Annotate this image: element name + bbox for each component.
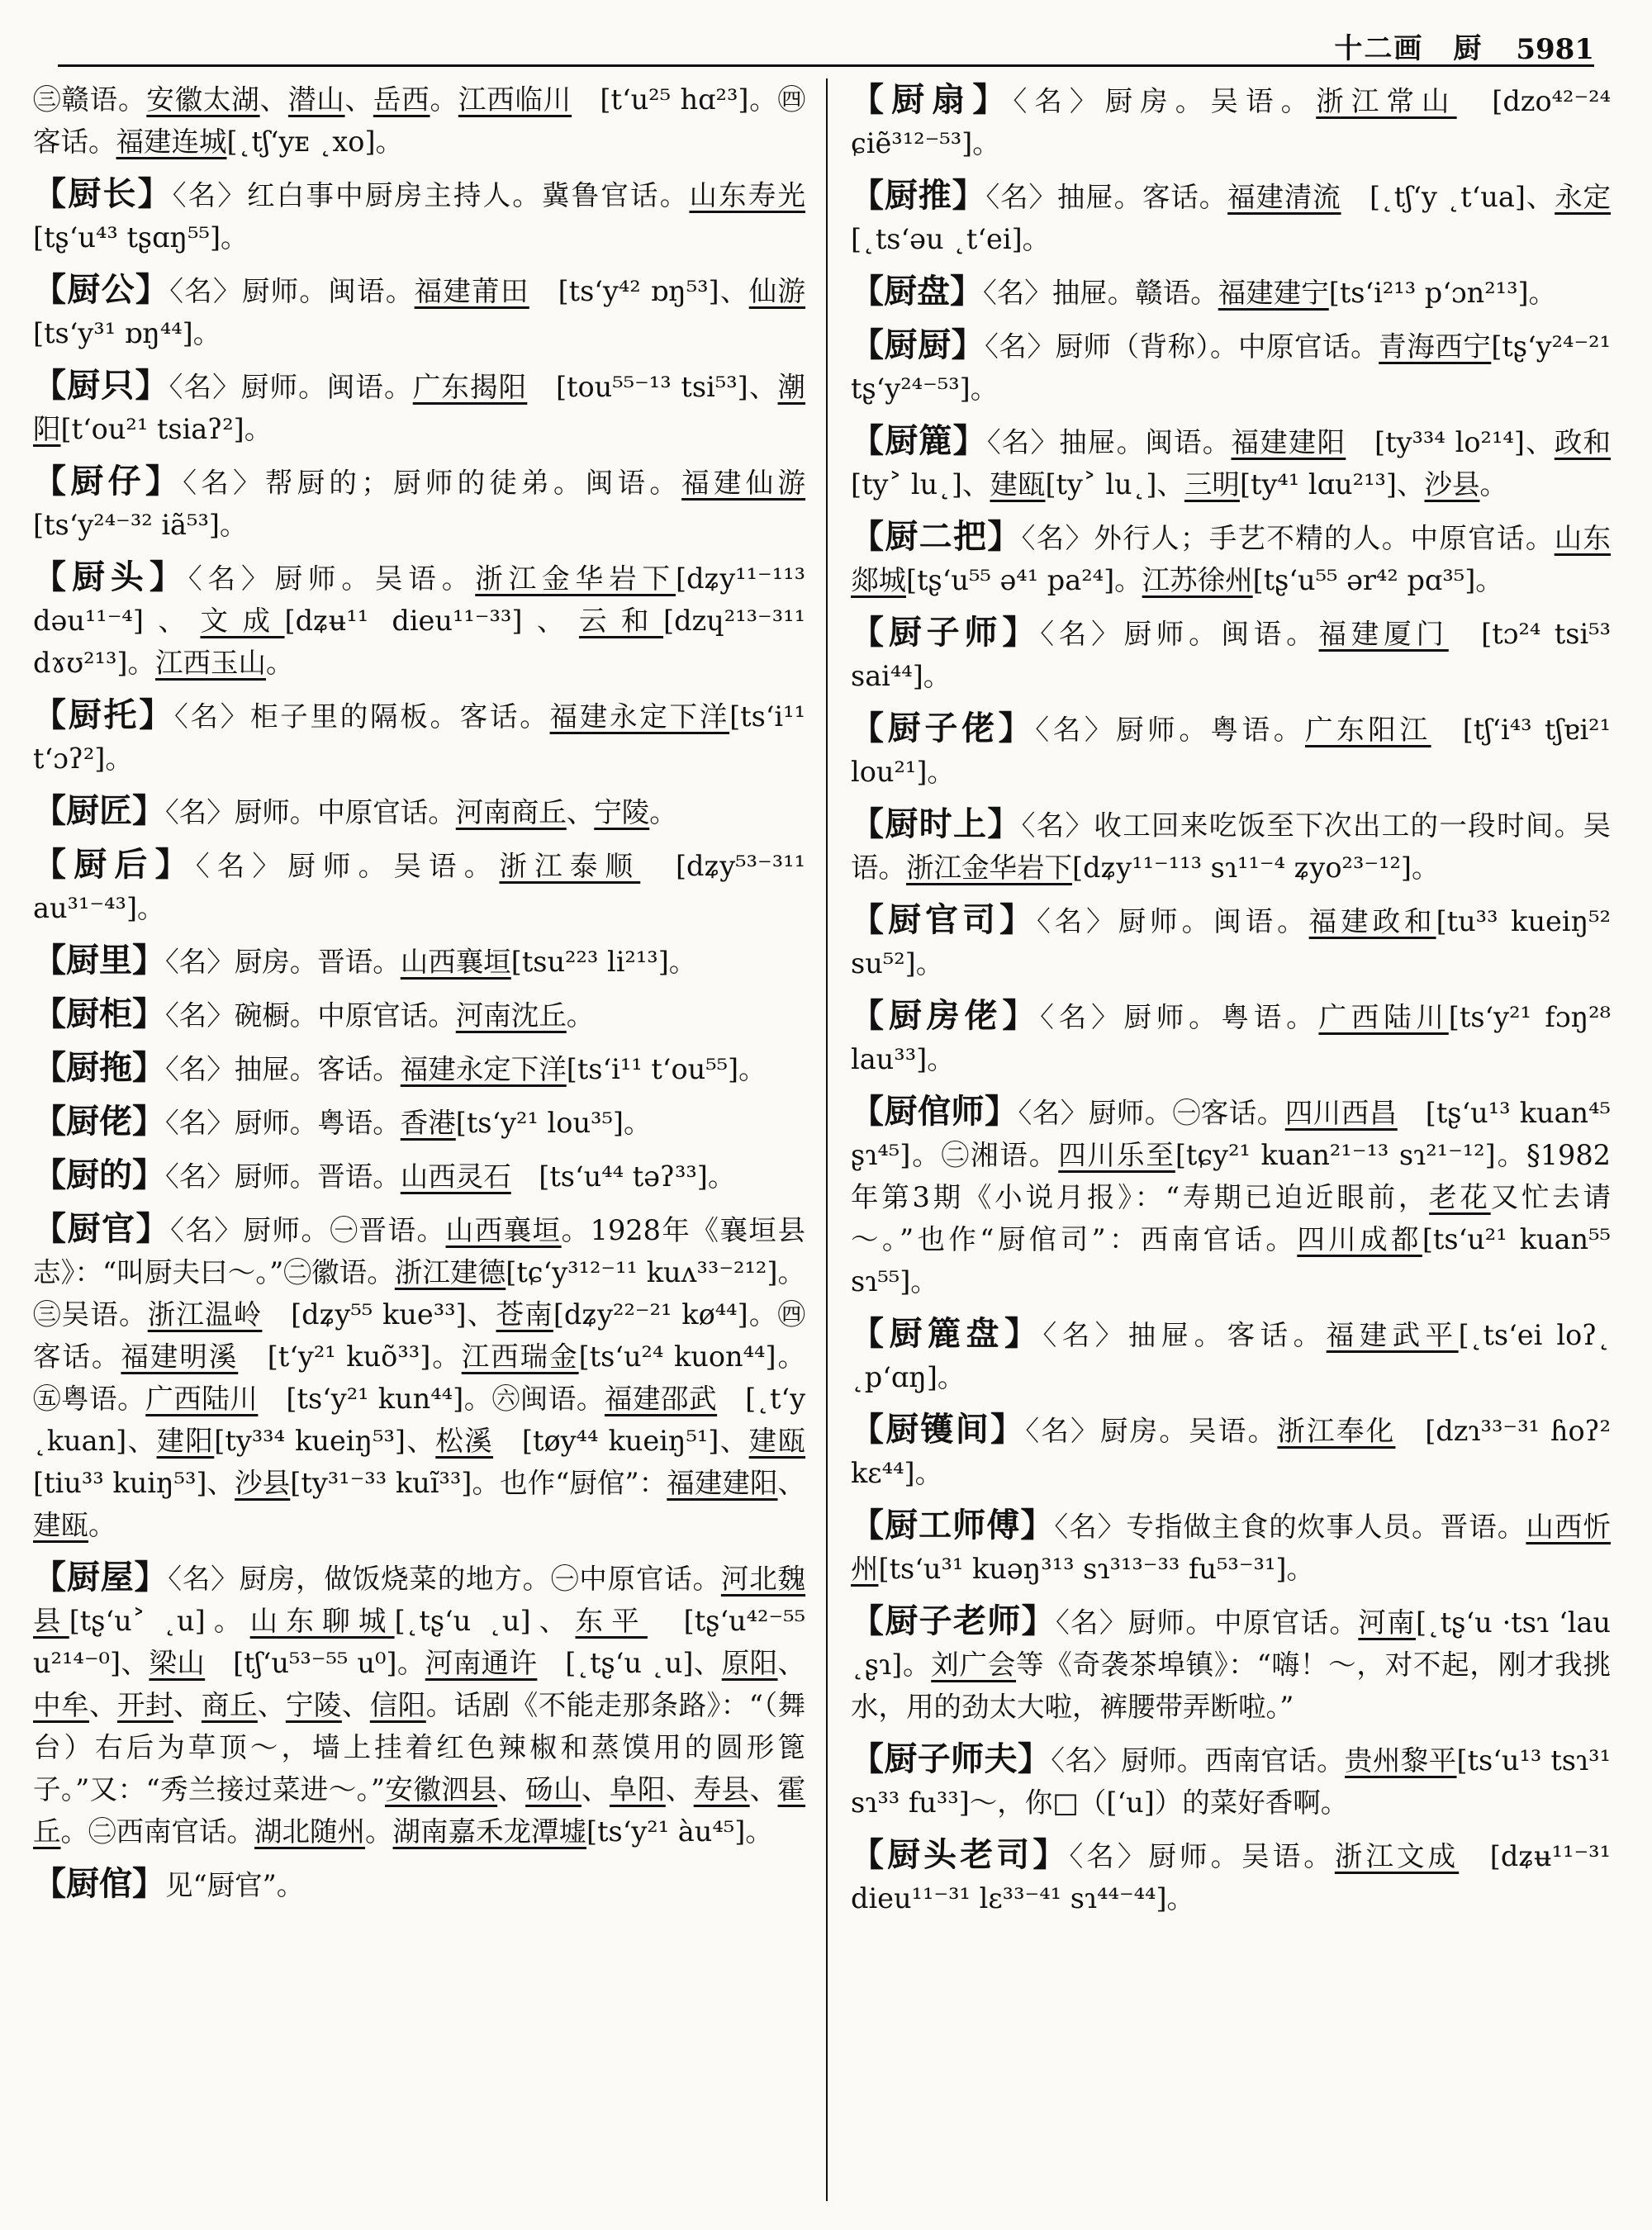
entry-text: [dʑy⁵³⁻³¹¹ au³¹⁻⁴³]。 xyxy=(33,850,806,924)
place-name: 山东郯城 xyxy=(851,522,1612,596)
entry-headword: 【厨簏】 xyxy=(851,421,987,460)
entry-text: 〈名〉厨师。中原官话。 xyxy=(1055,1606,1359,1639)
entry-text: 〈名〉抽屉。客话。 xyxy=(1042,1319,1327,1351)
dictionary-entry xyxy=(851,78,1611,164)
place-name: 苍南 xyxy=(496,1298,553,1331)
entry-text: 等《奇袭茶埠镇》：“嗨！～，对不起，刚才我挑水，用的劲太大啦，裤腰带弄断啦。” xyxy=(851,1649,1611,1723)
entry-text: 〈名〉收工回来吃饭至下次出工的一段时间。吴语。 xyxy=(851,809,1612,884)
place-name: 福建连城 xyxy=(116,126,227,158)
entry-text: [ts‘i¹¹ t‘ɔʔ²]。 xyxy=(33,700,806,775)
entry-text: [dʑy¹¹⁻¹¹³ sɿ¹¹⁻⁴ ʑyo²³⁻¹²]。 xyxy=(1072,852,1440,884)
place-name: 福建建阳 xyxy=(1231,426,1346,458)
place-name: 沙县 xyxy=(235,1467,291,1499)
place-name: 福建永定下洋 xyxy=(400,1053,567,1085)
entry-text: 〈名〉厨师。粤语。 xyxy=(1040,1001,1319,1033)
entry-headword: 【厨只】 xyxy=(33,366,169,405)
place-name: 建瓯 xyxy=(748,1425,806,1457)
entry-headword: 【厨盘】 xyxy=(851,272,983,311)
entry-text: [dzɿ³³⁻³¹ ɦoʔ² kɛ⁴⁴]。 xyxy=(851,1415,1612,1489)
entry-headword: 【厨托】 xyxy=(33,695,175,734)
entry-text: [t‘y²¹ kuõ³³]。 xyxy=(238,1340,462,1373)
entry-text: [dʑʉ¹¹⁻³¹ dieu¹¹⁻³¹ lɛ³³⁻⁴¹ sɿ⁴⁴⁻⁴⁴]。 xyxy=(851,1840,1611,1914)
entry-headword: 【厨厨】 xyxy=(851,325,985,364)
entry-headword: 【厨簏盘】 xyxy=(851,1314,1043,1353)
entry-text: 〈名〉抽屉。赣语。 xyxy=(983,277,1218,309)
entry-text: 〈名〉厨师。中原官话。 xyxy=(165,796,456,828)
entry-text: 〈名〉厨师。吴语。 xyxy=(195,850,500,882)
entry-text: 〈名〉外行人；手艺不精的人。中原官话。 xyxy=(1021,522,1555,554)
entry-text: [ts‘y²¹ kun⁴⁴]。㊅闽语。 xyxy=(258,1383,605,1415)
entry-text: [ty⁴¹ lɑu²¹³]、 xyxy=(1239,468,1425,501)
entry-headword: 【厨工师傅】 xyxy=(851,1506,1055,1544)
place-name: 河南商丘 xyxy=(455,796,567,828)
entry-text: 、 xyxy=(257,1689,286,1721)
entry-text: 〈名〉厨师。闽语。 xyxy=(1036,905,1309,937)
dictionary-entry xyxy=(33,173,805,259)
entry-text: [tu³³ kueiŋ⁵² su⁵²]。 xyxy=(851,905,1612,980)
place-name: 建瓯 xyxy=(33,1509,88,1541)
entry-text: [ty³³⁴ kueiŋ⁵³]、 xyxy=(214,1425,436,1457)
entry-text: [tʂ‘u˃ ˛u]。 xyxy=(69,1605,250,1637)
column-divider xyxy=(826,78,828,2201)
place-name: 贵州黎平 xyxy=(1345,1744,1457,1777)
place-name: 浙江文成 xyxy=(1334,1840,1460,1872)
entry-text: [tiu³³ kuiŋ⁵³]、 xyxy=(33,1467,235,1499)
place-name: 宁陵 xyxy=(285,1689,342,1721)
entry-text: [˛ts‘əu ˛t‘ei]。 xyxy=(851,223,1051,255)
dictionary-entry xyxy=(33,790,805,833)
entry-headword: 【厨屋】 xyxy=(33,1558,169,1597)
place-name: 三明 xyxy=(1184,468,1240,501)
place-name: 沙县 xyxy=(1424,468,1480,501)
entry-text: ㊂赣语。 xyxy=(33,83,147,116)
entry-headword: 【厨倌】 xyxy=(33,1864,165,1903)
place-name: 浙江金华岩下 xyxy=(475,562,676,595)
dictionary-entry xyxy=(33,1208,805,1546)
place-name: 广西陆川 xyxy=(1318,1001,1449,1033)
entry-text: 。 xyxy=(365,1815,393,1848)
entry-text: 、 xyxy=(259,83,288,116)
place-name: 河南通许 xyxy=(425,1647,538,1679)
entry-headword: 【厨子师夫】 xyxy=(851,1739,1051,1778)
dictionary-entry xyxy=(33,1100,805,1144)
entry-headword: 【厨柜】 xyxy=(33,994,165,1033)
place-name: 河北魏县 xyxy=(33,1563,806,1637)
left-column xyxy=(33,78,805,2213)
entry-text: [dʑʉ¹¹ dieu¹¹⁻³³]、 xyxy=(284,605,579,637)
entry-text: 、 xyxy=(88,1689,117,1721)
place-name: 福建莆田 xyxy=(414,275,529,307)
entry-headword: 【厨的】 xyxy=(33,1155,165,1194)
entry-text: [tsu²²³ li²¹³]。 xyxy=(510,946,697,978)
dictionary-entry xyxy=(33,364,805,450)
entry-text: [tou⁵⁵⁻¹³ tsi⁵³]、 xyxy=(527,371,778,403)
dictionary-entry xyxy=(851,899,1611,985)
place-name: 浙江金华岩下 xyxy=(906,852,1072,884)
place-name: 老花 xyxy=(1429,1181,1491,1213)
dictionary-entry xyxy=(851,174,1611,260)
entry-text: [˛tʂ‘u ˛u]、 xyxy=(394,1605,576,1637)
place-name: 江西瑞金 xyxy=(461,1340,579,1373)
place-name: 永定 xyxy=(1555,181,1612,213)
entry-text: 。1928年《襄垣县志》：“叫厨夫曰～。”㊁徽语。 xyxy=(33,1214,806,1288)
place-name: 山西灵石 xyxy=(400,1160,511,1193)
dictionary-entry xyxy=(851,515,1611,601)
dictionary-entry xyxy=(33,993,805,1037)
entry-text: 〈名〉抽屉。客话。 xyxy=(985,181,1228,213)
place-name: 霍丘 xyxy=(33,1773,806,1848)
dictionary-entry xyxy=(851,324,1611,410)
place-name: 寿县 xyxy=(693,1773,750,1805)
entry-text: [˛t‘y ˛kuan]、 xyxy=(33,1383,806,1457)
entry-text: [dʑy⁵⁵ kue³³]、 xyxy=(262,1298,496,1331)
place-name: 江西临川 xyxy=(458,83,572,116)
entry-headword: 【厨镬间】 xyxy=(851,1410,1026,1449)
place-name: 河南 xyxy=(1358,1606,1416,1639)
place-name: 山西襄垣 xyxy=(445,1214,562,1246)
dictionary-entry xyxy=(851,1600,1611,1728)
entry-text: [ts‘u¹³ tsɿ³¹ sɿ³³ fu³³]～，你□（[‘u]）的菜好香啊。 xyxy=(851,1744,1612,1819)
entry-text: [ts‘y²¹ àu⁴⁵]。 xyxy=(586,1815,773,1848)
entry-text: [dʑy¹¹⁻¹¹³ dəu¹¹⁻⁴]、 xyxy=(33,562,806,637)
place-name: 江苏徐州 xyxy=(1142,564,1253,596)
dictionary-entry xyxy=(851,270,1611,314)
dictionary-entry xyxy=(33,843,805,929)
entry-text: 〈名〉厨房。吴语。 xyxy=(1013,85,1317,117)
dictionary-entry xyxy=(851,1504,1611,1590)
entry-text: 、 xyxy=(173,1689,202,1721)
entry-text: 〈名〉厨师。吴语。 xyxy=(188,562,476,595)
place-name: 阜阳 xyxy=(609,1773,666,1805)
entry-text: [˛ts‘ei loʔ˛ ˛p‘ɑŋ]。 xyxy=(851,1319,1612,1393)
entry-text: [ts‘y²⁴⁻³² iã⁵³]。 xyxy=(33,509,248,541)
dictionary-entry xyxy=(851,1312,1611,1398)
entry-text: 〈名〉厨师。晋语。 xyxy=(165,1160,401,1193)
entry-text: [tʂ‘u⁵⁵ ər⁴² pɑ³⁵]。 xyxy=(1252,564,1503,596)
entry-text: [ts‘u⁴⁴ təʔ³³]。 xyxy=(510,1160,736,1193)
entry-headword: 【厨二把】 xyxy=(851,517,1022,556)
entry-text: 〈名〉红白事中厨房主持人。冀鲁官话。 xyxy=(172,179,690,211)
dictionary-entry xyxy=(33,1046,805,1090)
place-name: 福建永定下洋 xyxy=(549,700,730,733)
place-name: 宁陵 xyxy=(594,796,650,828)
place-name: 四川乐至 xyxy=(1058,1139,1175,1171)
section-title: 十二画 厨 xyxy=(1334,32,1483,65)
place-name: 松溪 xyxy=(435,1425,494,1457)
dictionary-entry xyxy=(33,268,805,354)
entry-headword: 【厨拖】 xyxy=(33,1048,165,1087)
dictionary-entry xyxy=(851,1090,1611,1302)
entry-text: 〈名〉厨师。㊀晋语。 xyxy=(170,1214,446,1246)
place-name: 山西忻州 xyxy=(851,1511,1612,1585)
entry-text: 、 xyxy=(497,1773,526,1805)
entry-text: [ts‘u³¹ kuəŋ³¹³ sɿ³¹³⁻³³ fu⁵³⁻³¹]。 xyxy=(878,1553,1314,1585)
dictionary-entry xyxy=(851,420,1611,505)
dictionary-entry xyxy=(33,1556,805,1853)
entry-text: 又忙去请～。”也作“厨倌司”：西南官话。 xyxy=(851,1181,1612,1255)
dictionary-entry xyxy=(33,78,805,163)
place-name: 安徽太湖 xyxy=(146,83,260,116)
entry-text: [dzo⁴²⁻²⁴ ɕiẽ³¹²⁻⁵³]。 xyxy=(851,85,1612,159)
place-name: 河南沈丘 xyxy=(455,999,567,1032)
entry-text: [˛tʃ‘yᴇ ˛xo]。 xyxy=(226,126,404,158)
entry-text: 〈名〉厨房。晋语。 xyxy=(165,946,401,978)
place-name: 湖南嘉禾龙潭墟 xyxy=(392,1815,586,1848)
entry-text: [dʑy²²⁻²¹ kø⁴⁴]。㊃客话。 xyxy=(33,1298,806,1373)
entry-text: 〈名〉厨师（背称）。中原官话。 xyxy=(985,330,1379,363)
place-name: 青海西宁 xyxy=(1379,330,1492,363)
entry-text: [tɕ‘y³¹²⁻¹¹ kuʌ³³⁻²¹²]。㊂吴语。 xyxy=(33,1256,806,1331)
entry-text: [ts‘y⁴² ɒŋ⁵³]、 xyxy=(529,275,749,307)
place-name: 江西玉山 xyxy=(154,647,266,679)
entry-text: [˛tʂ‘u ˛u]、 xyxy=(537,1647,722,1679)
place-name: 山东聊城 xyxy=(249,1605,395,1637)
entry-text: [ts‘y²¹ fɔŋ²⁸ lau³³]。 xyxy=(851,1001,1612,1075)
dictionary-entry xyxy=(851,707,1611,793)
entry-text: 〈名〉专指做主食的炊事人员。晋语。 xyxy=(1054,1511,1526,1543)
page-number: 5981 xyxy=(1516,33,1594,66)
running-header xyxy=(58,25,1594,66)
entry-headword: 【厨公】 xyxy=(33,270,170,309)
dictionary-entry xyxy=(33,556,805,684)
place-name: 福建厦门 xyxy=(1318,618,1449,650)
entry-text: [tɕy²¹ kuan²¹⁻¹³ sɿ²¹⁻¹²]。§1982年第3期《小说月报》：“寿期已迫近眼前， xyxy=(851,1139,1611,1213)
entry-text: 、 xyxy=(777,1647,806,1679)
entry-text: [tʂ‘u⁴³ tʂɑŋ⁵⁵]。 xyxy=(33,221,249,254)
place-name: 商丘 xyxy=(201,1689,258,1721)
entry-text: 〈名〉厨师。㊀客话。 xyxy=(1018,1097,1285,1129)
entry-headword: 【厨长】 xyxy=(33,174,173,213)
entry-text: 。 xyxy=(88,1509,116,1541)
entry-text: 。话剧《不能走那条路》：“（舞台）右后为草顶～，墙上挂着红色辣椒和蒸馍用的圆形篦子。”又：“秀兰接过菜进～。” xyxy=(33,1689,806,1805)
place-name: 政和 xyxy=(1554,426,1612,458)
entry-text: [ts‘u²¹ kuan⁵⁵ sɿ⁵⁵]。 xyxy=(851,1223,1611,1298)
dictionary-entry xyxy=(851,803,1611,889)
entry-text: 、 xyxy=(341,1689,370,1721)
entry-text: [˛tʂ‘u ·tsɿ ‘lau ˛ʂɿ]。 xyxy=(851,1606,1612,1681)
entry-text: [tʂ‘u⁴²⁻⁵⁵ u²¹⁴⁻⁰]、 xyxy=(33,1605,806,1679)
place-name: 刘广会 xyxy=(931,1649,1017,1681)
place-name: 仙游 xyxy=(748,275,806,307)
entry-headword: 【厨仔】 xyxy=(33,462,183,501)
place-name: 浙江常山 xyxy=(1316,85,1457,117)
entry-text: 。 xyxy=(566,999,595,1032)
entry-text: 〈名〉厨师。西南官话。 xyxy=(1051,1744,1346,1777)
dictionary-entry xyxy=(33,1862,805,1906)
place-name: 云和 xyxy=(578,605,664,637)
place-name: 原阳 xyxy=(721,1647,778,1679)
entry-text: 。 xyxy=(430,83,458,116)
entry-headword: 【厨佬】 xyxy=(33,1102,165,1141)
entry-text: [ts‘i²¹³ p‘ɔn²¹³]。 xyxy=(1328,277,1557,309)
place-name: 浙江奉化 xyxy=(1277,1415,1396,1447)
entry-text: 。 xyxy=(265,647,294,679)
entry-text: 、 xyxy=(665,1773,694,1805)
place-name: 广东揭阳 xyxy=(412,371,528,403)
entry-text: [t‘u²⁵ hɑ²³]。㊃客话。 xyxy=(33,83,806,158)
dictionary-entry xyxy=(33,939,805,983)
entry-headword: 【厨房佬】 xyxy=(851,996,1041,1035)
entry-text: 〈名〉厨房，做饭烧菜的地方。㊀中原官话。 xyxy=(168,1563,721,1595)
place-name: 福建武平 xyxy=(1326,1319,1459,1351)
entry-text: [ts‘u²⁴ kuon⁴⁴]。㊄粤语。 xyxy=(33,1340,806,1415)
place-name: 福建清流 xyxy=(1227,181,1341,213)
dictionary-entry xyxy=(33,694,805,780)
place-name: 安徽泗县 xyxy=(384,1773,498,1805)
dictionary-entry xyxy=(33,460,805,546)
entry-headword: 【厨时上】 xyxy=(851,804,1022,843)
place-name: 福建邵武 xyxy=(604,1383,718,1415)
entry-text: [dzɥ²¹³⁻³¹¹ dɤʊ²¹³]。 xyxy=(33,605,806,679)
entry-headword: 【厨官司】 xyxy=(851,900,1037,939)
entry-text: [tʂ‘u⁵⁵ ə⁴¹ pa²⁴]。 xyxy=(906,564,1142,596)
entry-text: 〈名〉柜子里的隔板。客话。 xyxy=(174,700,550,733)
entry-text: [ty³³⁴ lo²¹⁴]、 xyxy=(1346,426,1555,458)
dictionary-entry xyxy=(851,611,1611,697)
place-name: 建瓯 xyxy=(990,468,1046,501)
entry-text: 、 xyxy=(566,796,595,828)
entry-text: 〈名〉厨房。吴语。 xyxy=(1025,1415,1278,1447)
place-name: 文成 xyxy=(200,605,285,637)
place-name: 浙江泰顺 xyxy=(499,850,641,882)
place-name: 四川西昌 xyxy=(1284,1097,1398,1129)
place-name: 湖北随州 xyxy=(254,1815,365,1848)
entry-headword: 【厨扇】 xyxy=(851,80,1014,119)
entry-text: 〈名〉抽屉。客话。 xyxy=(165,1053,401,1085)
place-name: 中牟 xyxy=(33,1689,89,1721)
place-name: 广东阳江 xyxy=(1304,714,1431,746)
place-name: 福建政和 xyxy=(1308,905,1436,937)
entry-text: 、 xyxy=(344,83,373,116)
place-name: 开封 xyxy=(116,1689,173,1721)
entry-text: [ts‘i¹¹ t‘ou⁵⁵]。 xyxy=(566,1053,767,1085)
entry-text: [ty˃ lu˛]、 xyxy=(1045,468,1184,501)
place-name: 四川成都 xyxy=(1297,1223,1422,1255)
place-name: 浙江温岭 xyxy=(147,1298,263,1331)
place-name: 东平 xyxy=(575,1605,648,1637)
entry-text: 〈名〉厨师。吴语。 xyxy=(1069,1840,1335,1872)
entry-text: 〈名〉厨师。闽语。 xyxy=(1040,618,1319,650)
place-name: 山东寿光 xyxy=(689,179,806,211)
place-name: 岳西 xyxy=(373,83,430,116)
entry-text: 〈名〉厨师。闽语。 xyxy=(169,371,413,403)
place-name: 福建建阳 xyxy=(667,1467,778,1499)
entry-text: [tɔ²⁴ tsi⁵³ sai⁴⁴]。 xyxy=(851,618,1612,692)
entry-text: 〈名〉厨师。粤语。 xyxy=(1035,714,1305,746)
entry-headword: 【厨头老司】 xyxy=(851,1835,1070,1874)
entry-headword: 【厨官】 xyxy=(33,1209,171,1248)
entry-headword: 【厨子佬】 xyxy=(851,709,1036,747)
place-name: 香港 xyxy=(400,1107,456,1139)
entry-headword: 【厨子老师】 xyxy=(851,1601,1056,1640)
entry-text: [tøy⁴⁴ kueiŋ⁵¹]、 xyxy=(493,1425,749,1457)
entry-text: 。 xyxy=(1479,468,1507,501)
dictionary-entry xyxy=(851,1738,1611,1824)
entry-text: 、 xyxy=(581,1773,610,1805)
dictionary-entry xyxy=(33,1154,805,1198)
entry-headword: 【厨子师】 xyxy=(851,613,1041,652)
entry-text: 、 xyxy=(777,1467,806,1499)
place-name: 潜山 xyxy=(287,83,345,116)
entry-text: [ty³¹⁻³³ kuĩ³³]。也作“厨倌”： xyxy=(290,1467,667,1499)
entry-text: 〈名〉碗橱。中原官话。 xyxy=(165,999,456,1032)
entry-headword: 【厨头】 xyxy=(33,558,188,596)
entry-text: [ts‘y²¹ lou³⁵]。 xyxy=(455,1107,652,1139)
entry-text: [tʂ‘u¹³ kuan⁴⁵ ʂɿ⁴⁵]。㊁湘语。 xyxy=(851,1097,1611,1171)
place-name: 山西襄垣 xyxy=(400,946,511,978)
entry-text: 。㊁西南官话。 xyxy=(60,1815,254,1848)
entry-text: 〈名〉帮厨的；厨师的徒弟。闽语。 xyxy=(183,467,682,499)
entry-text: 〈名〉厨师。闽语。 xyxy=(169,275,415,307)
entry-headword: 【厨匠】 xyxy=(33,791,165,830)
entry-text: [tʂ‘y²⁴⁻²¹ tʂ‘y²⁴⁻⁵³]。 xyxy=(851,330,1612,405)
entry-text: 〈名〉厨师。粤语。 xyxy=(165,1107,401,1139)
entry-headword: 【厨倌师】 xyxy=(851,1092,1018,1131)
place-name: 福建明溪 xyxy=(121,1340,239,1373)
place-name: 浙江建德 xyxy=(394,1256,506,1288)
place-name: 潮阳 xyxy=(33,371,806,445)
entry-text: [ts‘y³¹ ɒŋ⁴⁴]。 xyxy=(33,317,221,349)
entry-text: 见“厨官”。 xyxy=(165,1869,305,1901)
header-rule xyxy=(58,64,1594,67)
entry-text: 。 xyxy=(649,796,677,828)
place-name: 建阳 xyxy=(156,1425,215,1457)
dictionary-entry xyxy=(851,1408,1611,1494)
entry-text: 、 xyxy=(749,1773,778,1805)
entry-headword: 【厨后】 xyxy=(33,845,196,884)
entry-text: 〈名〉抽屉。闽语。 xyxy=(986,426,1232,458)
right-column xyxy=(851,78,1611,2213)
place-name: 福建建宁 xyxy=(1218,277,1329,309)
entry-headword: 【厨推】 xyxy=(851,176,986,215)
entry-headword: 【厨里】 xyxy=(33,941,165,980)
dictionary-entry xyxy=(851,1834,1611,1919)
place-name: 信阳 xyxy=(369,1689,426,1721)
entry-text: [tʃ‘i⁴³ tʃɐi²¹ lou²¹]。 xyxy=(851,714,1612,788)
place-name: 广西陆川 xyxy=(145,1383,259,1415)
entry-text: [tʃ‘u⁵³⁻⁵⁵ u⁰]。 xyxy=(205,1647,425,1679)
place-name: 砀山 xyxy=(525,1773,582,1805)
entry-text: [t‘ou²¹ tsiaʔ²]。 xyxy=(60,413,273,445)
place-name: 福建仙游 xyxy=(681,467,806,499)
dictionary-entry xyxy=(851,994,1611,1080)
entry-text: [ty˃ lu˛]、 xyxy=(851,468,990,501)
entry-text: [˛tʃ‘y ˛t‘ua]、 xyxy=(1341,181,1555,213)
place-name: 梁山 xyxy=(149,1647,206,1679)
